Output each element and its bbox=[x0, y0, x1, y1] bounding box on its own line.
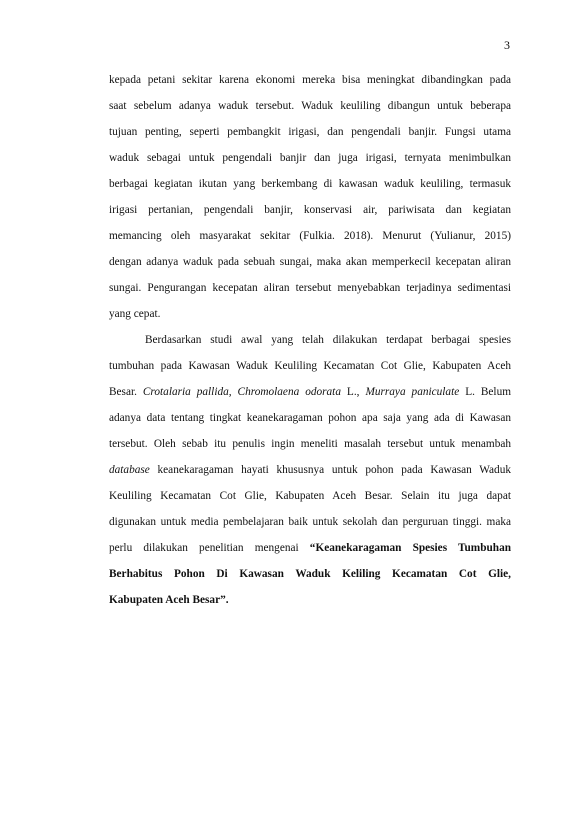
paragraph-1-line: tujuan penting, seperti pembangkit irigasi, dan pengendali banjir. Fungsi utama bbox=[109, 126, 511, 138]
paragraph-2-line: adanya data tentang tingkat keanekaragaman pohon apa saja yang ada di Kawasan bbox=[109, 412, 511, 424]
paragraph-2 bbox=[109, 327, 511, 613]
paragraph-1-line: waduk sebagai untuk pengendali banjir dan juga irigasi, ternyata menimbulkan bbox=[109, 152, 511, 164]
text-run: L. Belum bbox=[459, 386, 511, 398]
paragraph-1 bbox=[109, 67, 511, 327]
paragraph-2-line: Berdasarkan studi awal yang telah dilakukan terdapat berbagai spesies bbox=[145, 334, 511, 346]
paragraph-1-line: kepada petani sekitar karena ekonomi mereka bisa meningkat dibandingkan pada bbox=[109, 74, 511, 86]
paragraph-1-line: dengan adanya waduk pada sebuah sungai, maka akan memperkecil kecepatan aliran bbox=[109, 256, 511, 268]
paragraph-1-line: saat sebelum adanya waduk tersebut. Waduk keuliling dibangun untuk beberapa bbox=[109, 100, 511, 112]
paragraph-2-line: Keuliling Kecamatan Cot Glie, Kabupaten Aceh Besar. Selain itu juga dapat bbox=[109, 490, 511, 502]
text-run: perlu dilakukan penelitian mengenai bbox=[109, 542, 310, 554]
paragraph-1-line: berbagai kegiatan ikutan yang berkembang di kawasan waduk keuliling, termasuk bbox=[109, 178, 511, 190]
text-run: L., bbox=[340, 386, 366, 398]
research-title-part: “Keanekaragaman Spesies Tumbuhan bbox=[309, 542, 511, 554]
paragraph-2-line bbox=[109, 535, 511, 561]
paragraph-2-line: digunakan untuk media pembelajaran baik untuk sekolah dan perguruan tinggi. maka bbox=[109, 516, 511, 528]
species-name: Murraya paniculate bbox=[365, 386, 460, 398]
paragraph-2-line: tersebut. Oleh sebab itu penulis ingin meneliti masalah tersebut untuk menambah bbox=[109, 438, 511, 450]
species-names: Crotalaria pallida, Chromolaena odorata bbox=[142, 386, 341, 398]
paragraph-2-line bbox=[109, 457, 511, 483]
paragraph-1-line: sungai. Pengurangan kecepatan aliran tersebut menyebabkan terjadinya sedimentasi bbox=[109, 282, 511, 294]
research-title-part: Kabupaten Aceh Besar”. bbox=[109, 594, 229, 606]
paragraph-2-line: tumbuhan pada Kawasan Waduk Keuliling Kecamatan Cot Glie, Kabupaten Aceh bbox=[109, 360, 511, 372]
page-number: 3 bbox=[504, 38, 510, 52]
paragraph-1-line: irigasi pertanian, pengendali banjir, konservasi air, pariwisata dan kegiatan bbox=[109, 204, 511, 216]
body-text bbox=[109, 67, 511, 613]
paragraph-1-line: yang cepat. bbox=[109, 308, 161, 320]
text-run: keanekaragaman hayati khususnya untuk pohon pada Kawasan Waduk bbox=[149, 464, 511, 476]
text-run: Besar. bbox=[109, 386, 143, 398]
paragraph-1-line: memancing oleh masyarakat sekitar (Fulkia. 2018). Menurut (Yulianur, 2015) bbox=[109, 230, 511, 242]
research-title-part: Berhabitus Pohon Di Kawasan Waduk Keliling Kecamatan Cot Glie, bbox=[109, 568, 511, 580]
italic-term: database bbox=[109, 464, 150, 476]
paragraph-2-line bbox=[109, 379, 511, 405]
